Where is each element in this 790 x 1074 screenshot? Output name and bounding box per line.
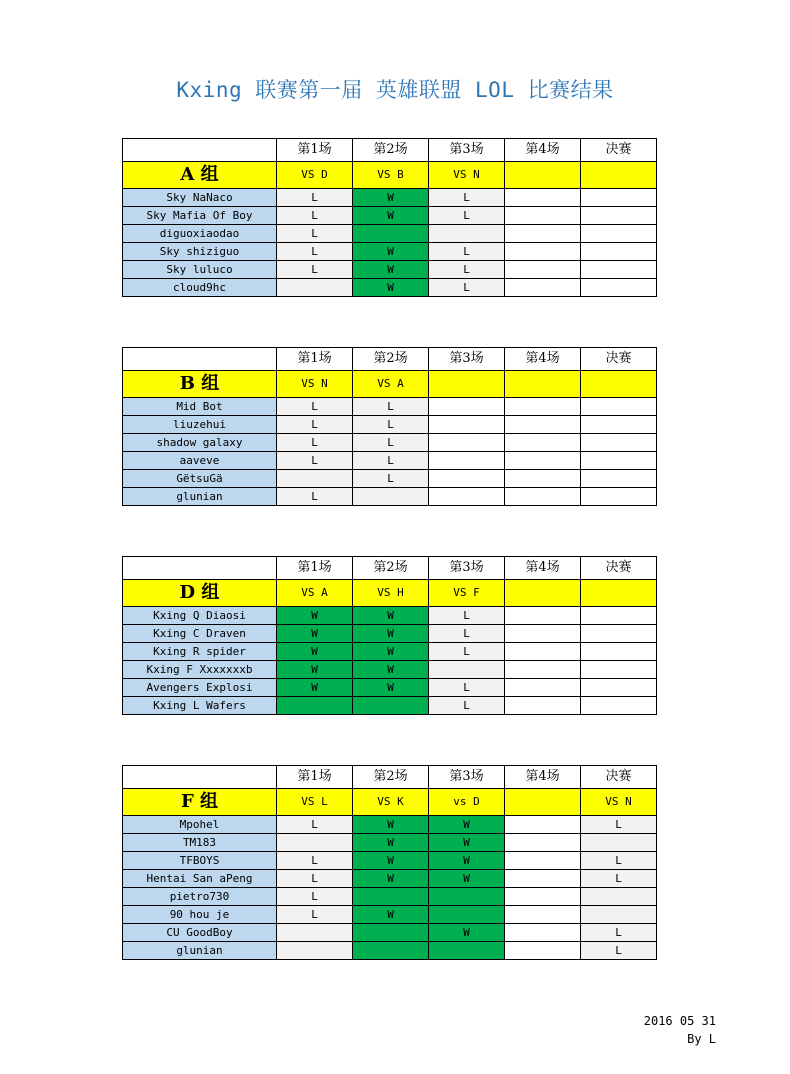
result-cell: L [353, 416, 429, 434]
round-header: 第2场 [353, 766, 429, 789]
group-table [122, 765, 657, 960]
result-cell [505, 488, 581, 506]
round-header: 决赛 [581, 766, 657, 789]
result-cell [505, 279, 581, 297]
result-cell: L [277, 852, 353, 870]
result-cell [353, 888, 429, 906]
result-cell: L [277, 434, 353, 452]
round-header: 第4场 [505, 766, 581, 789]
table-row [123, 834, 657, 852]
result-cell [353, 697, 429, 715]
round-header: 第3场 [429, 766, 505, 789]
result-cell: W [353, 906, 429, 924]
table-row [123, 852, 657, 870]
player-name: Hentai San aPeng [123, 870, 277, 888]
group-table [122, 347, 657, 506]
result-cell: L [353, 434, 429, 452]
table-row [123, 888, 657, 906]
result-cell: L [277, 906, 353, 924]
player-name: diguoxiaodao [123, 225, 277, 243]
opponent-cell: VS H [353, 580, 429, 607]
result-cell [429, 906, 505, 924]
footer-date: 2016 05 31 [643, 1014, 716, 1028]
round-header: 第3场 [429, 348, 505, 371]
result-cell [429, 416, 505, 434]
round-header: 第4场 [505, 557, 581, 580]
result-cell: L [429, 679, 505, 697]
table-row [123, 261, 657, 279]
table-row [123, 607, 657, 625]
player-name: Kxing Q Diaosi [123, 607, 277, 625]
player-name: aaveve [123, 452, 277, 470]
result-cell [353, 924, 429, 942]
result-cell: W [277, 625, 353, 643]
table-row [123, 279, 657, 297]
result-cell: W [277, 679, 353, 697]
result-cell: L [581, 942, 657, 960]
result-cell: W [353, 207, 429, 225]
result-cell [581, 470, 657, 488]
result-cell: L [277, 416, 353, 434]
round-header: 第1场 [277, 766, 353, 789]
result-cell [277, 470, 353, 488]
result-cell [505, 470, 581, 488]
player-name: Mpohel [123, 816, 277, 834]
table-row [123, 625, 657, 643]
result-cell: W [353, 189, 429, 207]
result-cell [429, 225, 505, 243]
result-cell [581, 452, 657, 470]
result-cell [581, 416, 657, 434]
result-cell [505, 625, 581, 643]
result-cell [277, 942, 353, 960]
opponent-cell [429, 371, 505, 398]
result-cell [581, 398, 657, 416]
player-name: GëtsuGä [123, 470, 277, 488]
round-header: 决赛 [581, 557, 657, 580]
result-cell: W [353, 279, 429, 297]
result-cell [505, 416, 581, 434]
result-cell: L [429, 207, 505, 225]
result-cell [581, 888, 657, 906]
player-name: 90 hou je [123, 906, 277, 924]
round-header: 第2场 [353, 557, 429, 580]
opponent-cell [581, 162, 657, 189]
round-header: 第4场 [505, 139, 581, 162]
group-table [122, 556, 657, 715]
table-row [123, 942, 657, 960]
result-cell [505, 452, 581, 470]
page-title: Kxing 联赛第一届 英雄联盟 LOL 比赛结果 [176, 78, 614, 102]
result-cell: W [353, 243, 429, 261]
result-cell: L [353, 398, 429, 416]
result-cell [505, 189, 581, 207]
result-cell: L [429, 607, 505, 625]
result-cell [429, 488, 505, 506]
player-name: Sky luluco [123, 261, 277, 279]
result-cell: L [353, 470, 429, 488]
opponent-cell: VS N [277, 371, 353, 398]
round-header: 第2场 [353, 139, 429, 162]
group-name: D 组 [123, 580, 277, 607]
result-cell [505, 942, 581, 960]
table-row [123, 643, 657, 661]
opponent-cell: VS N [429, 162, 505, 189]
result-cell [505, 816, 581, 834]
table-row [123, 924, 657, 942]
header-blank-cell [123, 139, 277, 162]
result-cell: W [353, 834, 429, 852]
result-cell [277, 697, 353, 715]
table-row [123, 470, 657, 488]
table-row [123, 452, 657, 470]
result-cell: L [277, 261, 353, 279]
player-name: TM183 [123, 834, 277, 852]
header-blank-cell [123, 766, 277, 789]
result-cell [429, 942, 505, 960]
result-cell: W [429, 852, 505, 870]
result-cell: L [277, 452, 353, 470]
player-name: Kxing F Xxxxxxxb [123, 661, 277, 679]
player-name: Avengers Explosi [123, 679, 277, 697]
table-row [123, 906, 657, 924]
round-header: 决赛 [581, 139, 657, 162]
result-cell: W [277, 661, 353, 679]
result-cell: W [353, 261, 429, 279]
group-name: F 组 [123, 789, 277, 816]
result-cell: W [353, 816, 429, 834]
result-cell [429, 398, 505, 416]
opponent-cell: VS F [429, 580, 505, 607]
footer-author: By L [687, 1032, 716, 1046]
result-cell [353, 942, 429, 960]
table-row [123, 661, 657, 679]
result-cell [505, 924, 581, 942]
result-cell: L [429, 279, 505, 297]
group-name: B 组 [123, 371, 277, 398]
opponent-cell: VS L [277, 789, 353, 816]
result-cell [505, 679, 581, 697]
result-cell [505, 834, 581, 852]
player-name: glunian [123, 942, 277, 960]
opponent-cell: VS A [277, 580, 353, 607]
player-name: liuzehui [123, 416, 277, 434]
result-cell: L [277, 243, 353, 261]
opponent-cell: VS B [353, 162, 429, 189]
result-cell [581, 906, 657, 924]
table-row [123, 870, 657, 888]
result-cell [581, 243, 657, 261]
result-cell: W [353, 625, 429, 643]
result-cell: W [429, 816, 505, 834]
result-cell: L [277, 207, 353, 225]
result-cell [429, 888, 505, 906]
result-cell [505, 852, 581, 870]
result-cell: L [429, 243, 505, 261]
result-cell [277, 924, 353, 942]
group-name: A 组 [123, 162, 277, 189]
result-cell: W [429, 870, 505, 888]
opponent-cell [581, 580, 657, 607]
round-header: 第4场 [505, 348, 581, 371]
result-cell [581, 488, 657, 506]
result-cell [505, 643, 581, 661]
result-cell [429, 434, 505, 452]
result-cell: W [429, 924, 505, 942]
result-cell: L [429, 697, 505, 715]
result-cell [581, 189, 657, 207]
result-cell [505, 906, 581, 924]
opponent-cell: vs D [429, 789, 505, 816]
result-cell [505, 434, 581, 452]
result-cell [505, 661, 581, 679]
result-cell: L [429, 189, 505, 207]
result-cell: W [353, 852, 429, 870]
table-row [123, 189, 657, 207]
opponent-cell [505, 580, 581, 607]
result-cell: W [353, 607, 429, 625]
result-cell [353, 488, 429, 506]
round-header: 第1场 [277, 348, 353, 371]
result-cell: W [277, 643, 353, 661]
result-cell: W [353, 870, 429, 888]
result-cell: L [429, 643, 505, 661]
table-row [123, 416, 657, 434]
round-header: 第2场 [353, 348, 429, 371]
result-cell: L [277, 225, 353, 243]
player-name: Sky Mafia Of Boy [123, 207, 277, 225]
group-table [122, 138, 657, 297]
opponent-cell: VS N [581, 789, 657, 816]
result-cell [581, 679, 657, 697]
table-row [123, 434, 657, 452]
opponent-cell: VS A [353, 371, 429, 398]
player-name: Sky NaNaco [123, 189, 277, 207]
result-cell: L [277, 816, 353, 834]
result-cell: L [429, 261, 505, 279]
result-cell [581, 607, 657, 625]
result-cell [581, 207, 657, 225]
table-row [123, 488, 657, 506]
player-name: glunian [123, 488, 277, 506]
result-cell [505, 398, 581, 416]
result-cell: L [277, 189, 353, 207]
result-cell [581, 625, 657, 643]
result-cell: L [581, 870, 657, 888]
table-row [123, 697, 657, 715]
player-name: Kxing R spider [123, 643, 277, 661]
result-cell: L [429, 625, 505, 643]
result-cell [505, 888, 581, 906]
result-cell [277, 834, 353, 852]
result-cell: L [581, 924, 657, 942]
result-cell [505, 261, 581, 279]
result-cell: W [353, 661, 429, 679]
table-row [123, 398, 657, 416]
result-cell [581, 697, 657, 715]
result-cell [581, 643, 657, 661]
result-cell: L [581, 816, 657, 834]
round-header: 第1场 [277, 557, 353, 580]
player-name: CU GoodBoy [123, 924, 277, 942]
result-cell: L [277, 488, 353, 506]
player-name: Kxing L Wafers [123, 697, 277, 715]
result-cell [581, 434, 657, 452]
opponent-cell [505, 162, 581, 189]
result-cell: L [353, 452, 429, 470]
opponent-cell [505, 789, 581, 816]
player-name: cloud9hc [123, 279, 277, 297]
result-cell: L [277, 888, 353, 906]
player-name: shadow galaxy [123, 434, 277, 452]
round-header: 第3场 [429, 557, 505, 580]
player-name: Mid Bot [123, 398, 277, 416]
result-cell [505, 870, 581, 888]
result-cell [429, 452, 505, 470]
table-row [123, 816, 657, 834]
result-cell: L [581, 852, 657, 870]
player-name: Sky shiziguo [123, 243, 277, 261]
result-cell [505, 243, 581, 261]
opponent-cell [581, 371, 657, 398]
round-header: 第1场 [277, 139, 353, 162]
opponent-cell: VS D [277, 162, 353, 189]
result-cell [581, 225, 657, 243]
result-cell [277, 279, 353, 297]
table-row [123, 679, 657, 697]
player-name: TFBOYS [123, 852, 277, 870]
round-header: 第3场 [429, 139, 505, 162]
result-cell [353, 225, 429, 243]
opponent-cell [505, 371, 581, 398]
result-cell: W [353, 643, 429, 661]
result-cell: W [429, 834, 505, 852]
result-cell [505, 207, 581, 225]
player-name: pietro730 [123, 888, 277, 906]
header-blank-cell [123, 348, 277, 371]
table-row [123, 225, 657, 243]
result-cell [581, 261, 657, 279]
player-name: Kxing C Draven [123, 625, 277, 643]
result-cell [581, 661, 657, 679]
result-cell: L [277, 870, 353, 888]
result-cell [505, 225, 581, 243]
result-cell [581, 279, 657, 297]
header-blank-cell [123, 557, 277, 580]
result-cell [505, 607, 581, 625]
result-cell: L [277, 398, 353, 416]
opponent-cell: VS K [353, 789, 429, 816]
result-cell [581, 834, 657, 852]
result-cell: W [277, 607, 353, 625]
table-row [123, 207, 657, 225]
round-header: 决赛 [581, 348, 657, 371]
table-row [123, 243, 657, 261]
result-cell [429, 661, 505, 679]
result-cell [505, 697, 581, 715]
result-cell [429, 470, 505, 488]
result-cell: W [353, 679, 429, 697]
